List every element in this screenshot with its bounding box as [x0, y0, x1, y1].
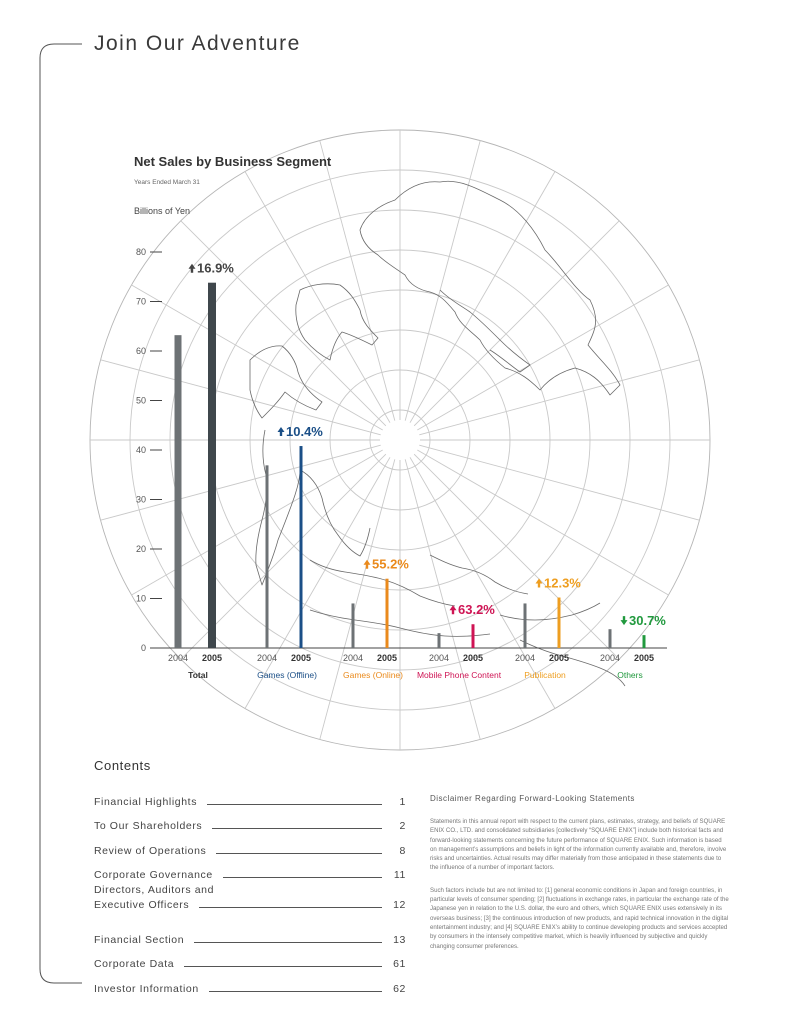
- toc-page-number: 8: [399, 844, 406, 857]
- bar-2005: [558, 598, 561, 648]
- segment-label: Games (Online): [343, 670, 403, 680]
- year-label-2005: 2005: [462, 653, 484, 663]
- toc-page-number: 62: [393, 982, 406, 995]
- toc-item[interactable]: [94, 832, 406, 857]
- bar-2004: [175, 335, 182, 648]
- toc-leader-line: [184, 966, 382, 967]
- segment-label: Games (Offline): [257, 670, 317, 680]
- segment-label: Others: [617, 670, 643, 680]
- y-tick-label: 40: [135, 445, 146, 455]
- arrow-up-icon: [536, 579, 543, 588]
- y-tick-label: 10: [135, 593, 146, 604]
- chart-bars: [175, 283, 646, 648]
- arrow-up-icon: [278, 427, 285, 436]
- y-tick-label: 80: [135, 247, 146, 257]
- toc-item[interactable]: [94, 808, 406, 833]
- toc-leader-line: [209, 991, 382, 992]
- change-percent-label: 16.9%: [197, 260, 234, 276]
- toc-item-label: Financial Section: [94, 933, 185, 946]
- year-label-2004: 2004: [256, 653, 278, 663]
- toc-item[interactable]: [94, 881, 406, 921]
- disclaimer-heading: Disclaimer Regarding Forward-Looking Statements: [430, 794, 635, 803]
- chart-subtitle: Years Ended March 31: [134, 179, 200, 186]
- arrow-up-icon: [450, 605, 457, 614]
- toc-page-number: 12: [393, 899, 406, 911]
- toc-page-number: 1: [399, 795, 406, 808]
- year-label-2005: 2005: [201, 653, 223, 663]
- toc-page-number: 61: [393, 958, 406, 970]
- change-percent-label: 63.2%: [458, 602, 495, 618]
- chart-title: Net Sales by Business Segment: [134, 154, 332, 169]
- toc-leader-line: [216, 853, 382, 854]
- toc-leader-line: [212, 828, 382, 829]
- year-label-2005: 2005: [290, 653, 312, 663]
- change-percent-label: 30.7%: [629, 613, 666, 629]
- toc-page-number: 13: [393, 933, 406, 946]
- y-tick-label: 20: [135, 544, 146, 554]
- toc-page-number: 11: [393, 869, 406, 881]
- year-label-2004: 2004: [599, 653, 621, 663]
- bar-2005: [472, 624, 475, 648]
- page-title: Join Our Adventure: [94, 32, 301, 55]
- y-tick-label: 60: [135, 346, 146, 356]
- disclaimer-paragraph: Statements in this annual report with respect to the current plans, estimates, strategy, and beliefs of SQUARE ENIX CO., LTD. and consolidated subsidiaries [collectively “SQUARE ENIX”] include both historical facts and forward-looking statements concerning the future performance of SQUARE ENIX. Such information is based on management’s assumptions and beliefs in light of the information currently available and, therefore, involve risks and uncertainties. Actual results may differ materially from those anticipated in these statements due to the influence of a number of important factors.: [430, 818, 727, 872]
- y-tick-label: 50: [135, 395, 146, 406]
- y-tick-label: 70: [135, 296, 146, 307]
- toc-leader-line: [194, 942, 382, 943]
- bar-2005: [386, 579, 389, 648]
- year-label-2005: 2005: [376, 653, 398, 663]
- arrow-up-icon: [364, 560, 371, 569]
- toc-item-label: To Our Shareholders: [94, 820, 203, 832]
- contents-heading: Contents: [94, 758, 151, 773]
- table-of-contents: [94, 783, 406, 995]
- toc-item-label: Corporate Data: [94, 958, 175, 970]
- toc-item[interactable]: [94, 946, 406, 971]
- bar-2004: [352, 603, 355, 648]
- bar-2005: [208, 283, 216, 648]
- segment-label: Publication: [524, 670, 566, 680]
- toc-item-label: Corporate Governance: [94, 869, 213, 881]
- toc-item-label: Financial Highlights: [94, 795, 198, 808]
- year-label-2004: 2004: [342, 653, 364, 663]
- year-label-2005: 2005: [548, 653, 570, 663]
- toc-item-label: Review of Operations: [94, 844, 207, 857]
- y-tick-label: 0: [140, 643, 146, 653]
- y-tick-label: 30: [135, 494, 146, 505]
- toc-item-row: [94, 899, 406, 911]
- toc-page-number: 2: [399, 820, 406, 832]
- segment-label: Mobile Phone Content: [416, 670, 502, 680]
- toc-item[interactable]: [94, 970, 406, 995]
- arrow-down-icon: [621, 616, 628, 625]
- toc-item-label: Investor Information: [94, 982, 199, 995]
- bar-2004: [524, 603, 527, 648]
- year-label-2005: 2005: [633, 653, 655, 663]
- segment-label: Total: [188, 670, 208, 680]
- bar-2005: [643, 635, 646, 648]
- change-percent-label: 10.4%: [286, 424, 323, 440]
- bar-2004: [609, 629, 612, 648]
- toc-item-label: Executive Officers: [94, 899, 190, 911]
- bar-2004: [266, 465, 269, 648]
- year-label-2004: 2004: [167, 653, 189, 663]
- change-percent-label: 12.3%: [544, 575, 581, 591]
- bar-2004: [438, 633, 441, 648]
- year-label-2004: 2004: [428, 653, 450, 663]
- toc-item[interactable]: [94, 921, 406, 946]
- toc-item[interactable]: [94, 783, 406, 808]
- toc-leader-line: [207, 804, 382, 805]
- disclaimer-paragraph: Such factors include but are not limited to: [1] general economic conditions in Japan and foreign countries, in particular levels of consumer spending; [2] fluctuations in exchange rates, in particular the exchange rate of the Japanese yen in relation to the U.S. dollar, the euro and others, which SQUARE ENIX uses extensively in its overseas business; [3] the continuous introduction of new products, and rapid technical innovation in the digital entertainment industry; and [4] SQUARE ENIX’s ability to continue developing products and services accepted by consumers in the intensely competitive market, which is heavily influenced by subjective and quickly changing consumer preferences.: [430, 886, 729, 950]
- year-label-2004: 2004: [514, 653, 536, 663]
- toc-leader-line: [199, 907, 382, 908]
- change-percent-label: 55.2%: [372, 556, 409, 572]
- y-axis-label: Billions of Yen: [134, 206, 191, 216]
- toc-item-label: Directors, Auditors and: [94, 884, 215, 896]
- bar-2005: [300, 446, 303, 648]
- toc-item[interactable]: [94, 857, 406, 882]
- disclaimer-section: [430, 794, 730, 964]
- toc-leader-line: [223, 877, 382, 878]
